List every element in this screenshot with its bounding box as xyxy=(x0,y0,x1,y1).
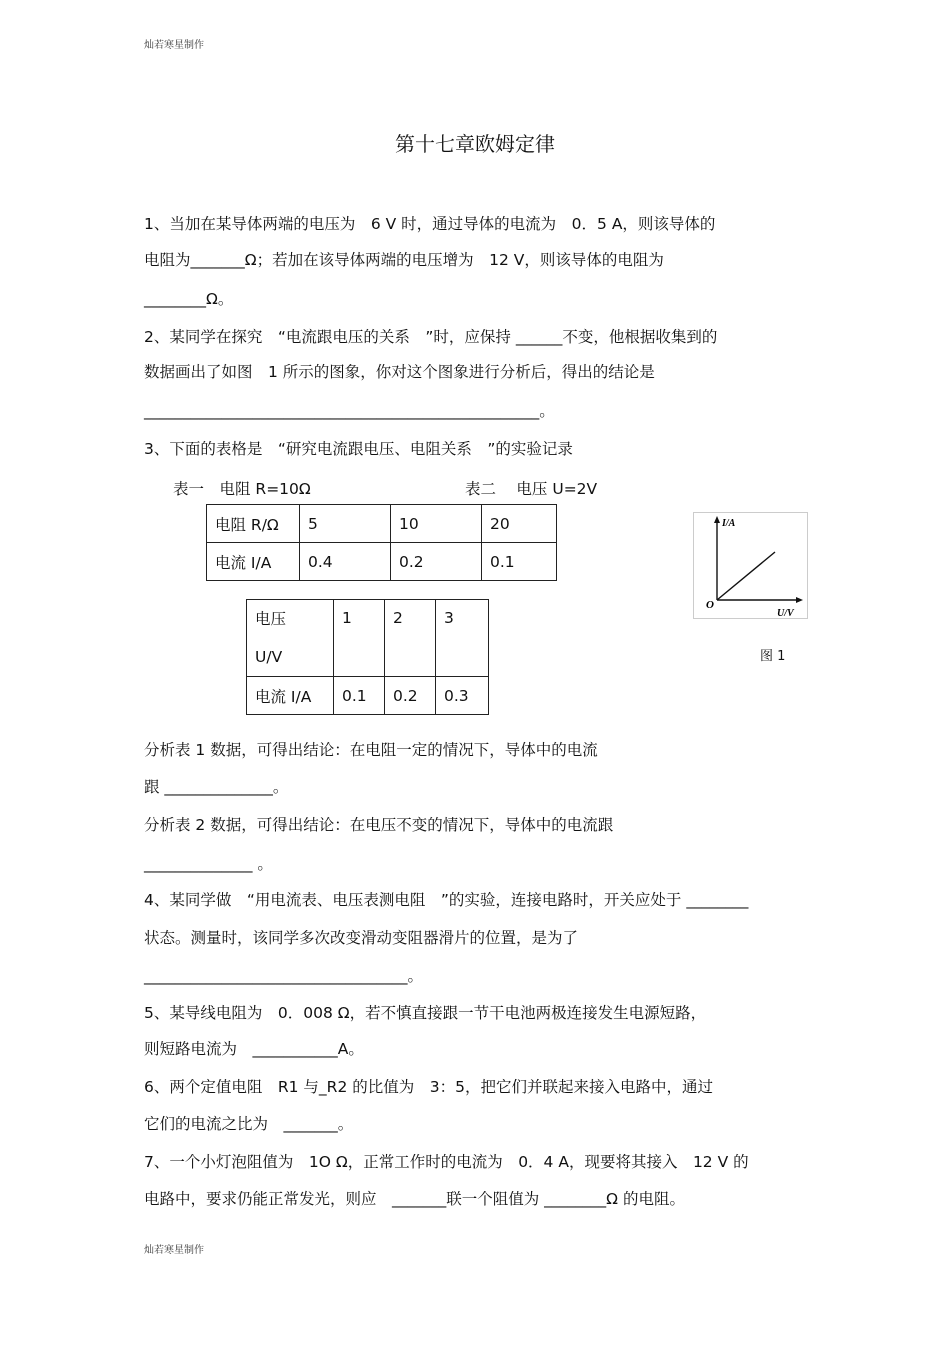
origin-label: O xyxy=(706,599,714,611)
y-axis-arrow-icon xyxy=(714,516,720,523)
question-7-line-2: 电路中，要求仍能正常发光，则应 _______联一个阻值为 ________Ω 的电阻。 xyxy=(144,1190,685,1208)
table-cell: 20 xyxy=(482,505,557,543)
table-cell: 电阻 R/Ω xyxy=(207,505,300,543)
table-cell: 0.2 xyxy=(385,677,436,715)
table-cell: 0.1 xyxy=(334,677,385,715)
analysis-1-line-2: 跟 ______________。 xyxy=(144,778,289,796)
table-1-caption: 表一 电阻 R=10Ω xyxy=(173,480,311,498)
question-5-line-2: 则短路电流为 ___________A。 xyxy=(144,1040,364,1058)
table-cell: 电流 I/A xyxy=(247,677,334,715)
page-header: 灿若寒星制作 xyxy=(144,40,204,51)
voltage-label: 电压 xyxy=(255,610,287,628)
question-1-line-2: 电阻为_______Ω；若加在该导体两端的电压增为 12 V，则该导体的电阻为 xyxy=(144,251,664,269)
voltage-unit: U/V xyxy=(255,648,283,666)
question-4-line-1: 4、某同学做 “用电流表、电压表测电阻 ”的实验，连接电路时，开关应处于 ________ xyxy=(144,891,749,909)
figure-1-caption: 图 1 xyxy=(760,649,786,664)
analysis-2-line-1: 分析表 2 数据，可得出结论：在电压不变的情况下，导体中的电流跟 xyxy=(144,816,614,834)
page-footer: 灿若寒星制作 xyxy=(144,1245,204,1256)
resistance-current-table xyxy=(206,504,557,581)
question-5-line-1: 5、某导线电阻为 0．008 Ω，若不慎直接跟一节干电池两极连接发生电源短路， xyxy=(144,1004,707,1022)
voltage-current-table xyxy=(246,599,489,715)
question-4-line-3: __________________________________。 xyxy=(144,967,424,985)
table-row xyxy=(247,677,489,715)
analysis-1-line-1: 分析表 1 数据，可得出结论：在电阻一定的情况下，导体中的电流 xyxy=(144,741,598,759)
table-cell: 0.4 xyxy=(300,543,391,581)
table-cell: 2 xyxy=(385,600,436,677)
table-cell: 0.1 xyxy=(482,543,557,581)
proportional-line xyxy=(717,552,775,600)
question-2-line-2: 数据画出了如图 1 所示的图象，你对这个图象进行分析后，得出的结论是 xyxy=(144,363,655,381)
table-cell: 1 xyxy=(334,600,385,677)
question-4-line-2: 状态。测量时，该同学多次改变滑动变阻器滑片的位置，是为了 xyxy=(144,929,579,947)
question-6-line-2: 它们的电流之比为 _______。 xyxy=(144,1115,354,1133)
question-2-line-1: 2、某同学在探究 “电流跟电压的关系 ”时，应保持 ______不变，他根据收集到的 xyxy=(144,328,718,346)
analysis-2-line-2: ______________ 。 xyxy=(144,855,273,873)
question-7-line-1: 7、一个小灯泡阻值为 1O Ω，正常工作时的电流为 0．4 A，现要将其接入 12 V 的 xyxy=(144,1153,749,1171)
table-row xyxy=(247,600,489,677)
question-1-line-3: ________Ω。 xyxy=(144,290,234,308)
page-title: 第十七章欧姆定律 xyxy=(395,132,555,156)
question-1-line-1: 1、当加在某导体两端的电压为 6 V 时，通过导体的电流为 0．5 A，则该导体的 xyxy=(144,215,716,233)
table-cell: 5 xyxy=(300,505,391,543)
table-cell: 10 xyxy=(391,505,482,543)
table-2-caption: 表二 电压 U=2V xyxy=(465,480,598,498)
y-axis-label: I/A xyxy=(722,518,736,529)
question-3-intro: 3、下面的表格是 “研究电流跟电压、电阻关系 ”的实验记录 xyxy=(144,440,573,458)
x-axis-arrow-icon xyxy=(796,597,803,603)
question-6-line-1: 6、两个定值电阻 R1 与_R2 的比值为 3：5，把它们并联起来接入电路中，通过 xyxy=(144,1078,713,1096)
question-2-line-3: ___________________________________________________。 xyxy=(144,402,555,420)
table-cell: 电流 I/A xyxy=(207,543,300,581)
table-header-cell xyxy=(247,600,334,677)
table-row xyxy=(207,543,557,581)
x-axis-label: U/V xyxy=(777,608,794,619)
table-row xyxy=(207,505,557,543)
table-cell: 0.2 xyxy=(391,543,482,581)
table-cell: 0.3 xyxy=(436,677,489,715)
table-cell: 3 xyxy=(436,600,489,677)
figure-1-graph xyxy=(693,512,808,619)
